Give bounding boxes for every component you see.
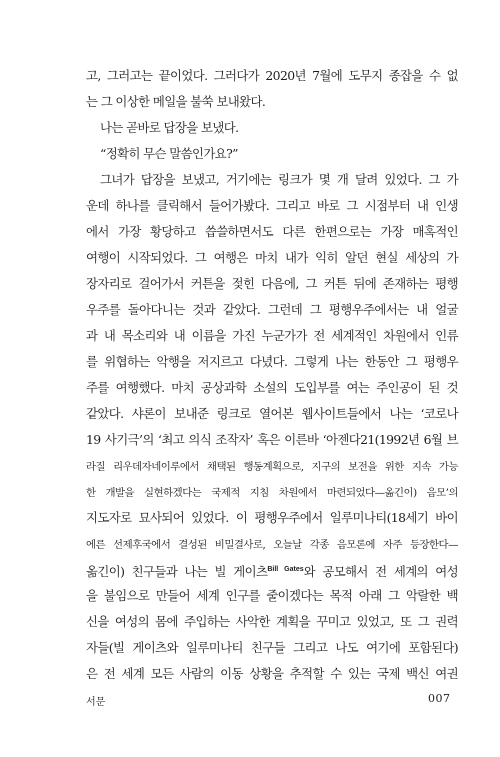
footnote-line: 한 개발을 실현하겠다는 국제적 지침 차원에서 마련되었다—옮긴이) 음모’의 bbox=[86, 487, 458, 499]
text-line: 에서 가장 황당하고 씁쓸하면서도 다른 한편으로는 가장 매혹적인 bbox=[86, 224, 458, 239]
page-number: 007 bbox=[428, 692, 451, 705]
footnote-line: 라질 리우데자네이루에서 채택된 행동계획으로, 지구의 보전을 위한 지속 가능 bbox=[86, 461, 458, 473]
text-line: 을 불임으로 만들어 세계 인구를 줄이겠다는 목적 아래 그 악랄한 백 bbox=[86, 588, 458, 603]
text-line: 과 내 목소리와 내 이름을 가진 누군가가 전 세계적인 차원에서 인류 bbox=[86, 328, 458, 343]
text-line: “정확히 무슨 말씀인가요?” bbox=[100, 146, 238, 161]
text-line: 지도자로 묘사되어 있었다. 이 평행우주에서 일루미나티(18세기 바이 bbox=[86, 510, 458, 525]
text-line: 그녀가 답장을 보냈고, 거기에는 링크가 몇 개 달려 있었다. 그 가 bbox=[100, 172, 458, 187]
text-line: 은 전 세계 모든 사람의 이동 상황을 추적할 수 있는 국제 백신 여권 bbox=[86, 666, 458, 681]
text-line: 운데 하나를 클릭해서 들어가봤다. 그리고 바로 그 시점부터 내 인생 bbox=[86, 198, 458, 213]
text-line: 같았다. 샤론이 보내준 링크로 열어본 웹사이트들에서 나는 ‘코로나 bbox=[86, 406, 458, 421]
text-segment: 옮긴이) 친구들과 나는 빌 게이츠 bbox=[86, 564, 268, 580]
text-segment: 와 공모해서 전 세계의 여성 bbox=[303, 564, 458, 580]
text-line bbox=[86, 562, 458, 580]
text-line: 신을 여성의 몸에 주입하는 사악한 계획을 꾸미고 있었고, 또 그 권력 bbox=[86, 614, 458, 629]
text-line: 주를 여행했다. 마치 공상과학 소설의 도입부를 여는 주인공이 된 것 bbox=[86, 380, 458, 395]
text-line: 나는 곧바로 답장을 보냈다. bbox=[100, 120, 239, 135]
text-line: 19 사기극’의 ‘최고 의식 조작자’ 혹은 이른바 ‘아젠다21(1992년 6월 브 bbox=[86, 432, 458, 447]
text-line: 는 그 이상한 메일을 불쑥 보내왔다. bbox=[86, 94, 266, 109]
text-line: 고, 그러고는 끝이었다. 그러다가 2020년 7월에 도무지 종잡을 수 없 bbox=[86, 68, 458, 83]
text-line: 장자리로 걸어가서 커튼을 젖힌 다음에, 그 커튼 뒤에 존재하는 평행 bbox=[86, 276, 458, 291]
text-line: 자들(빌 게이츠와 일루미나티 친구들 그리고 나도 여기에 포함된다) bbox=[86, 640, 458, 655]
name-annotation: Bill Gates bbox=[267, 566, 304, 573]
text-line: 여행이 시작되었다. 그 여행은 마치 내가 익히 알던 현실 세상의 가 bbox=[86, 250, 458, 265]
text-line: 를 위협하는 악행을 저지르고 다녔다. 그렇게 나는 한동안 그 평행우 bbox=[86, 354, 458, 369]
text-line: 우주를 돌아다니는 것과 같았다. 그런데 그 평행우주에서는 내 얼굴 bbox=[86, 302, 458, 317]
section-label: 서문 bbox=[86, 697, 106, 708]
footnote-line: 에른 선제후국에서 결성된 비밀결사로, 오늘날 각종 음모론에 자주 등장한다— bbox=[86, 539, 458, 551]
